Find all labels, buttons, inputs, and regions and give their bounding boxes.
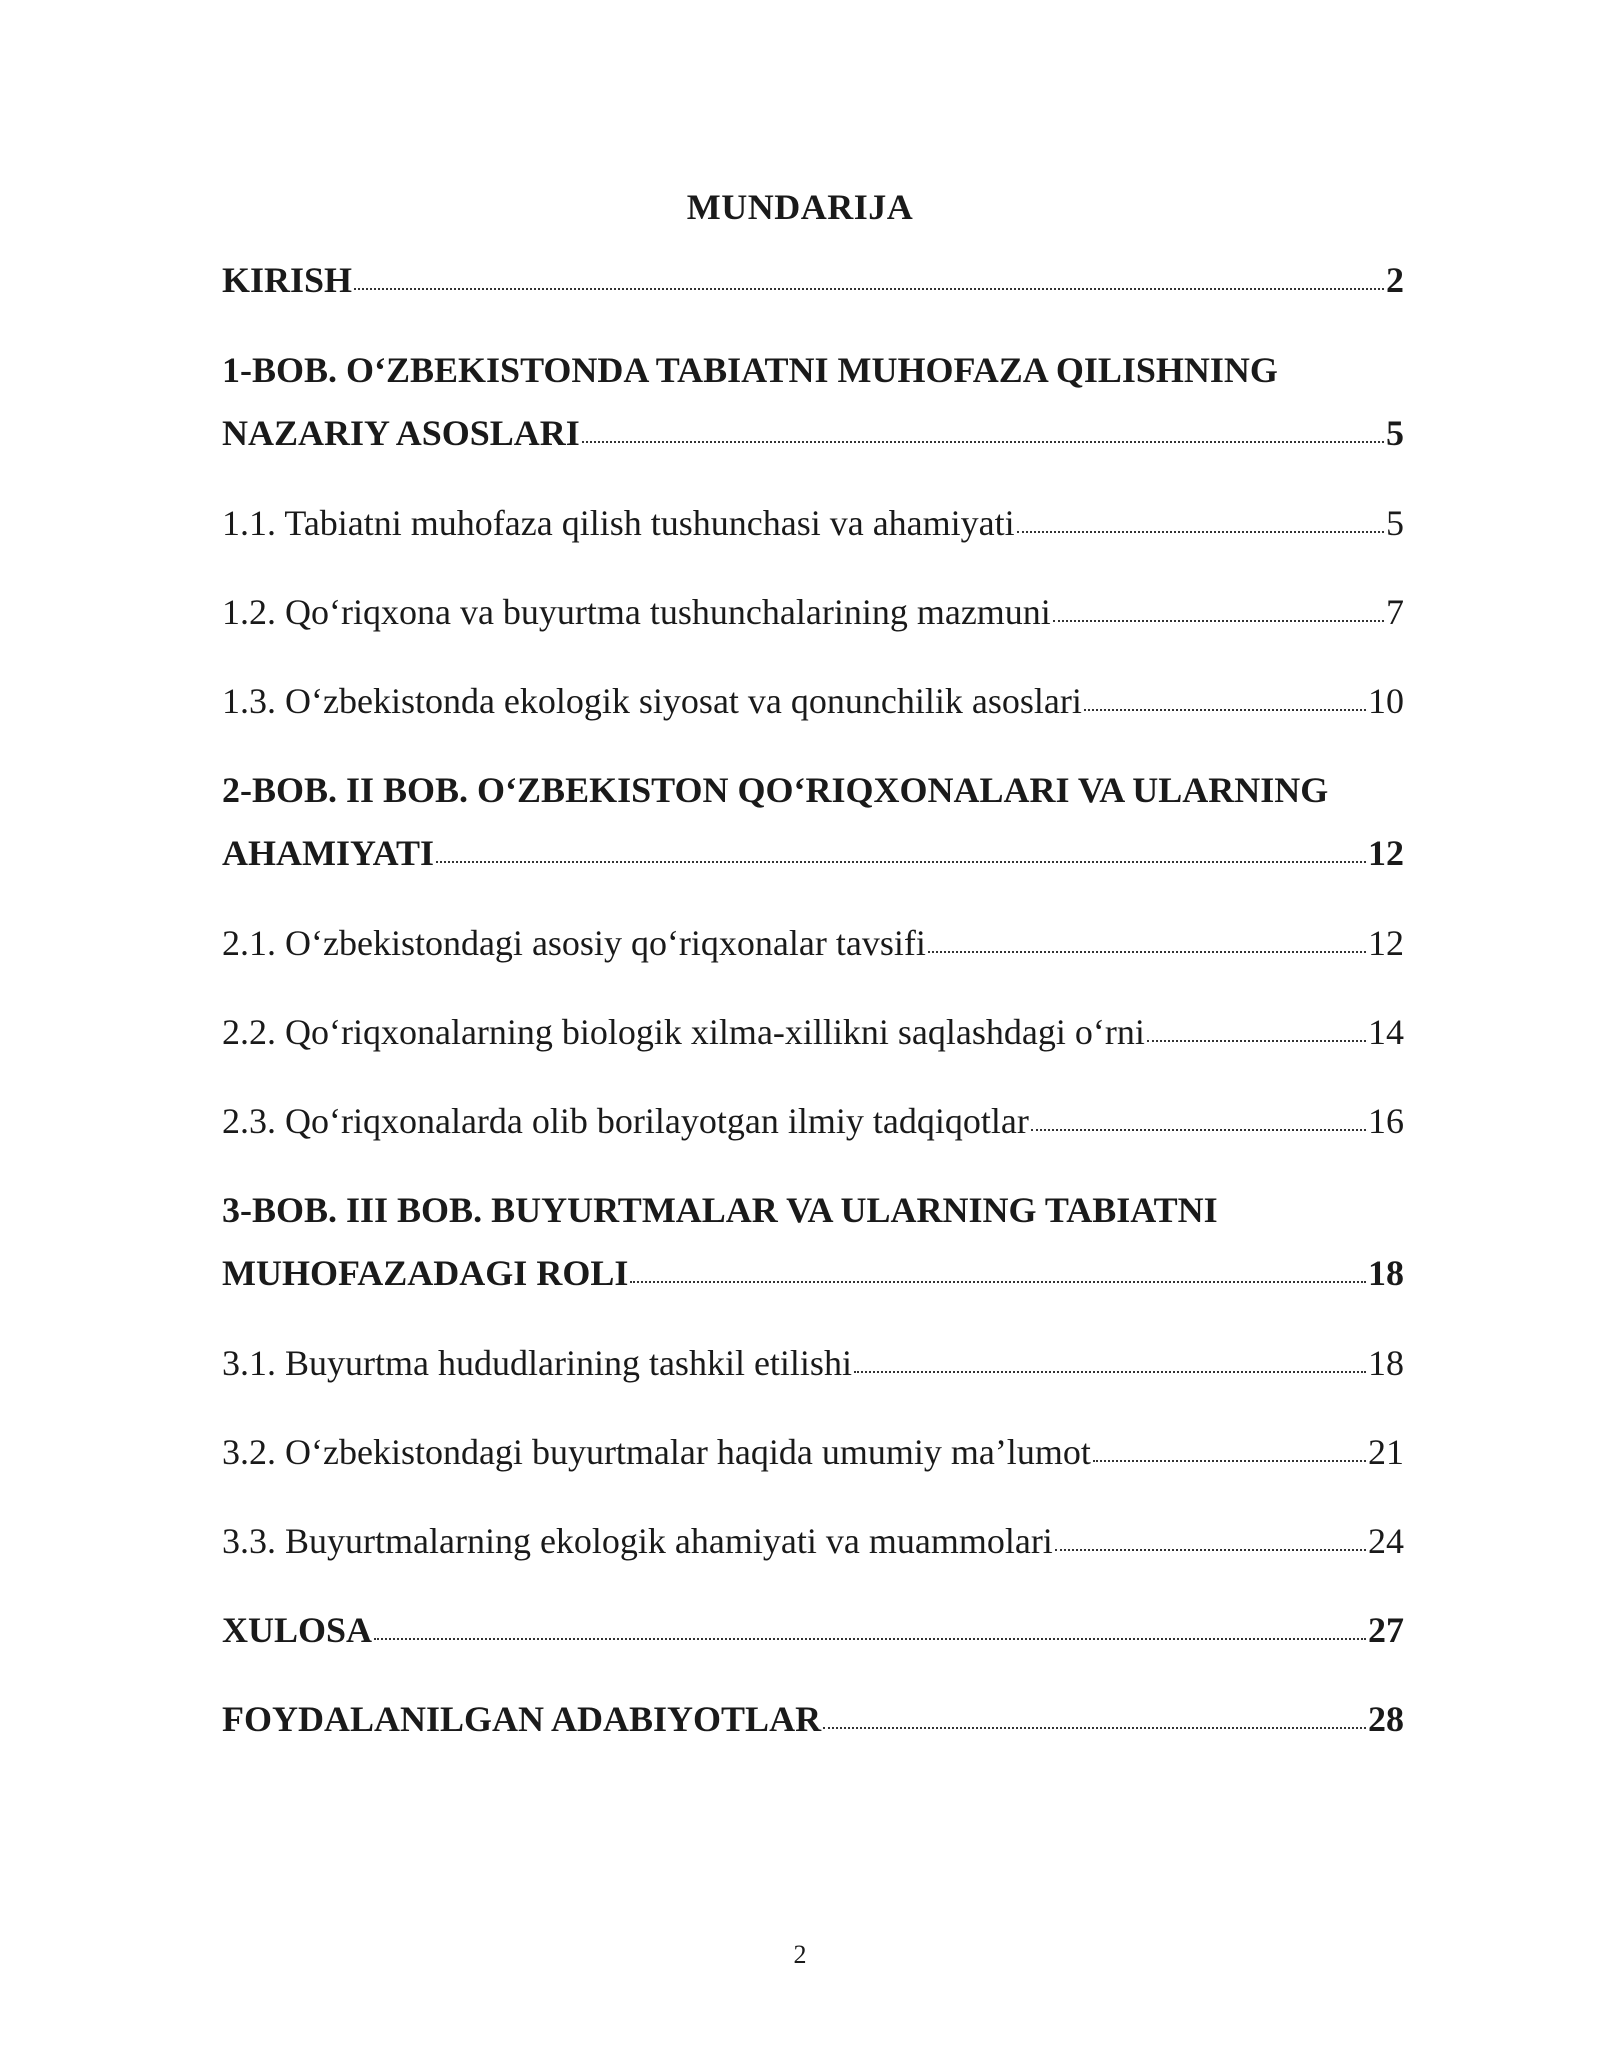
dot-leader [928,951,1366,953]
toc-entry-label: 2.3. Qo‘riqxonalarda olib borilayotgan ilmiy tadqiqotlar [222,1101,1029,1141]
toc-page-number: 10 [1368,681,1404,721]
toc-entry-label: 1.2. Qo‘riqxona va buyurtma tushunchalarining mazmuni [222,592,1051,632]
toc-entry-section-3-2[interactable] [222,1434,1404,1470]
toc-page-number: 24 [1368,1521,1404,1561]
toc-page-number: 12 [1368,923,1404,963]
toc-page-number: 5 [1386,413,1404,453]
toc-page-number: 28 [1368,1699,1404,1739]
toc-entry-label-line-2: MUHOFAZADAGI ROLI [222,1253,629,1293]
dot-leader [1053,620,1384,622]
dot-leader [1017,531,1384,533]
toc-entry-label-line-2: AHAMIYATI [222,833,435,873]
toc-entry-section-2-3[interactable] [222,1103,1404,1139]
dot-leader [1084,709,1366,711]
toc-page-number: 2 [1386,260,1404,300]
dot-leader [1031,1129,1366,1131]
toc-entry-label: XULOSA [222,1610,373,1650]
dot-leader [582,441,1384,443]
dot-leader [436,861,1366,863]
toc-entry-label-line-1: 2-BOB. II BOB. O‘ZBEKISTON QO‘RIQXONALARI VA ULARNING [222,770,1329,810]
toc-entry-xulosa[interactable] [222,1612,1404,1648]
toc-entry-kirish[interactable] [222,262,1404,298]
toc-entry-section-1-2[interactable] [222,594,1404,630]
dot-leader [630,1281,1366,1283]
toc-entry-section-1-3[interactable] [222,683,1404,719]
toc-entry-label: 2.1. O‘zbekistondagi asosiy qo‘riqxonalar tavsifi [222,923,926,963]
dot-leader [854,1371,1366,1373]
toc-entry-label: 3.3. Buyurtmalarning ekologik ahamiyati va muammolari [222,1521,1053,1561]
toc-page-number: 5 [1386,503,1404,543]
toc-entry-section-2-1[interactable] [222,925,1404,961]
dot-leader [374,1638,1366,1640]
toc-entry-section-3-3[interactable] [222,1523,1404,1559]
toc-page-number: 12 [1368,833,1404,873]
toc-entry-label: 3.1. Buyurtma hududlarining tashkil etilishi [222,1343,852,1383]
toc-entry-label: 2.2. Qo‘riqxonalarning biologik xilma-xillikni saqlashdagi o‘rni [222,1012,1145,1052]
toc-page-number: 16 [1368,1101,1404,1141]
dot-leader [1147,1040,1366,1042]
toc-entry-label-line-1: 3-BOB. III BOB. BUYURTMALAR VA ULARNING TABIATNI [222,1190,1218,1230]
toc-page-number: 7 [1386,592,1404,632]
page-title: MUNDARIJA [686,187,914,227]
toc-entry-chapter-3[interactable] [222,1192,1404,1291]
toc-page-number: 21 [1368,1432,1404,1472]
page-number-footer: 2 [793,1940,807,1969]
dot-leader [1055,1549,1366,1551]
toc-entry-references[interactable] [222,1701,1404,1737]
toc-entry-label: 3.2. O‘zbekistondagi buyurtmalar haqida umumiy ma’lumot [222,1432,1091,1472]
toc-entry-label: FOYDALANILGAN ADABIYOTLAR [222,1699,822,1739]
dot-leader [354,288,1384,290]
toc-entry-chapter-1[interactable] [222,352,1404,451]
toc-entry-section-1-1[interactable] [222,505,1404,541]
dot-leader [823,1727,1366,1729]
toc-entry-label: 1.3. O‘zbekistonda ekologik siyosat va qonunchilik asoslari [222,681,1082,721]
dot-leader [1093,1460,1366,1462]
toc-entry-label: KIRISH [222,260,353,300]
toc-entry-chapter-2[interactable] [222,772,1404,871]
toc-entry-label: 1.1. Tabiatni muhofaza qilish tushunchasi va ahamiyati [222,503,1015,543]
toc-entry-section-3-1[interactable] [222,1345,1404,1381]
toc-page-number: 14 [1368,1012,1404,1052]
toc-entry-label-line-2: NAZARIY ASOSLARI [222,413,580,453]
toc-page-number: 18 [1368,1253,1404,1293]
toc-page-number: 18 [1368,1343,1404,1383]
toc-page-number: 27 [1368,1610,1404,1650]
toc-entry-label-line-1: 1-BOB. O‘ZBEKISTONDA TABIATNI MUHOFAZA QILISHNING [222,350,1278,390]
toc-entry-section-2-2[interactable] [222,1014,1404,1050]
